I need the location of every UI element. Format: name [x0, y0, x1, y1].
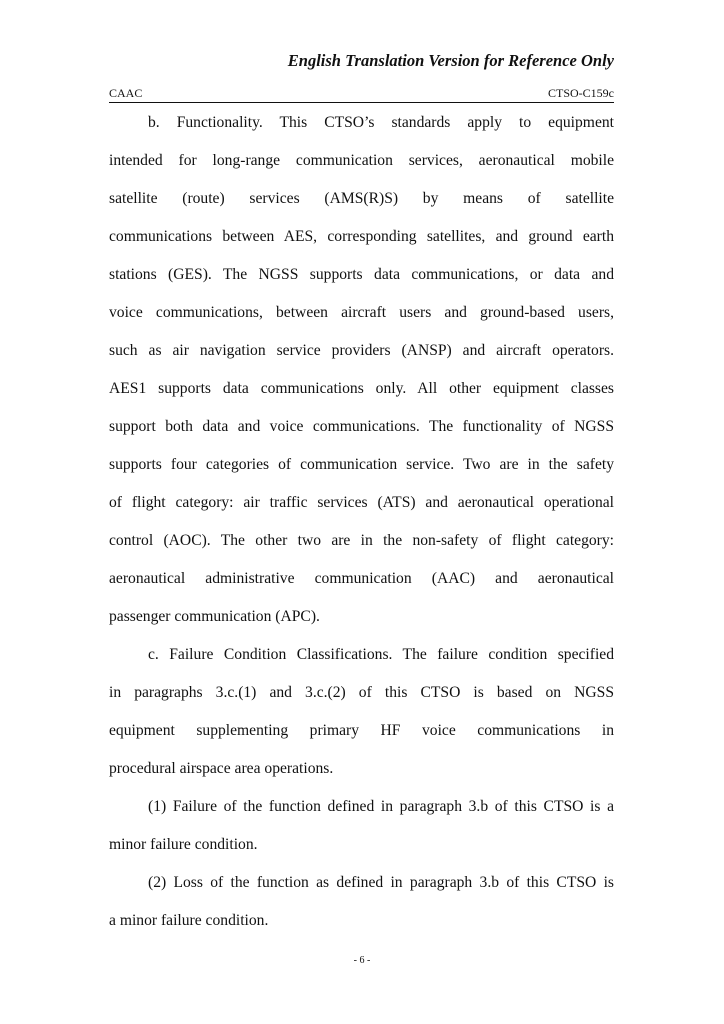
text-line: stations (GES). The NGSS supports data communications, or data and: [109, 266, 614, 283]
text-line: such as air navigation service providers (ANSP) and aircraft operators.: [109, 342, 614, 359]
header-document-id: CTSO-C159c: [548, 86, 614, 100]
text-line: supports four categories of communication service. Two are in the safety: [109, 456, 614, 473]
text-line: procedural airspace area operations.: [109, 760, 334, 777]
text-line: (1) Failure of the function defined in paragraph 3.b of this CTSO is a: [148, 798, 614, 815]
text-line: in paragraphs 3.c.(1) and 3.c.(2) of this CTSO is based on NGSS: [109, 684, 614, 701]
text-line: (2) Loss of the function as defined in paragraph 3.b of this CTSO is: [148, 874, 614, 891]
text-line: satellite (route) services (AMS(R)S) by means of satellite: [109, 190, 614, 207]
header-agency: CAAC: [109, 86, 143, 100]
running-header: [109, 86, 614, 103]
text-line: passenger communication (APC).: [109, 608, 320, 625]
text-line: support both data and voice communications. The functionality of NGSS: [109, 418, 614, 435]
page-number: - 6 -: [353, 955, 371, 966]
text-line: control (AOC). The other two are in the non-safety of flight category:: [109, 532, 614, 549]
text-line: minor failure condition.: [109, 836, 258, 853]
text-line: a minor failure condition.: [109, 912, 269, 929]
text-line: voice communications, between aircraft users and ground-based users,: [109, 304, 614, 321]
text-line: b. Functionality. This CTSO’s standards apply to equipment: [148, 114, 614, 131]
text-line: intended for long-range communication services, aeronautical mobile: [109, 152, 614, 169]
text-line: communications between AES, corresponding satellites, and ground earth: [109, 228, 614, 245]
translation-banner: English Translation Version for Reference Only: [287, 51, 614, 70]
text-line: of flight category: air traffic services (ATS) and aeronautical operational: [109, 494, 614, 511]
text-line: c. Failure Condition Classifications. The failure condition specified: [148, 646, 614, 663]
text-line: aeronautical administrative communication (AAC) and aeronautical: [109, 570, 614, 587]
text-line: AES1 supports data communications only. All other equipment classes: [109, 380, 614, 397]
text-line: equipment supplementing primary HF voice communications in: [109, 722, 614, 739]
document-body: [109, 112, 614, 948]
